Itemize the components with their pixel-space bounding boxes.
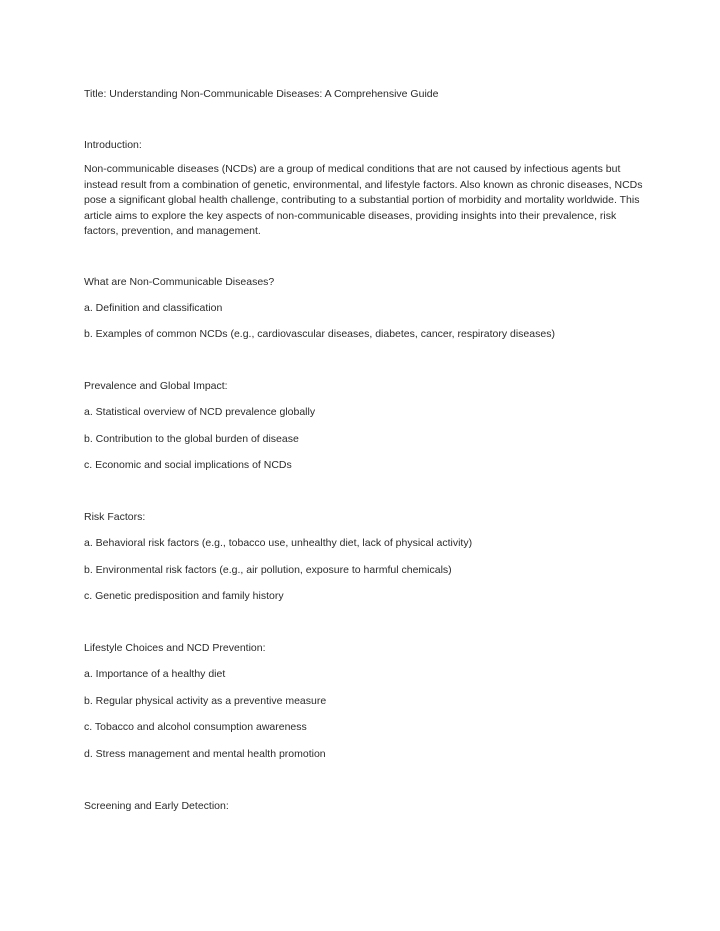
list-item: b. Regular physical activity as a preventive measure: [84, 694, 327, 707]
list-item: d. Stress management and mental health promotion: [84, 747, 326, 760]
section-heading: Risk Factors:: [84, 511, 146, 523]
section-heading: Lifestyle Choices and NCD Prevention:: [84, 642, 266, 654]
section-heading: Screening and Early Detection:: [84, 799, 229, 812]
document-body: [84, 86, 644, 824]
list-item: b. Contribution to the global burden of disease: [84, 432, 299, 445]
list-item: a. Behavioral risk factors (e.g., tobacco use, unhealthy diet, lack of physical activity): [84, 537, 473, 549]
list-item: b. Environmental risk factors (e.g., air pollution, exposure to harmful chemicals): [84, 563, 452, 576]
list-item: a. Definition and classification: [84, 301, 223, 314]
introduction-heading: Introduction:: [84, 139, 142, 151]
section-heading: Prevalence and Global Impact:: [84, 380, 228, 392]
list-item: b. Examples of common NCDs (e.g., cardiovascular diseases, diabetes, cancer, respiratory diseases): [84, 328, 555, 340]
list-item: c. Economic and social implications of NCDs: [84, 459, 292, 471]
list-item: a. Importance of a healthy diet: [84, 668, 226, 680]
section-lifestyle-prevention: [84, 640, 644, 762]
introduction-paragraph: Non-communicable diseases (NCDs) are a group of medical conditions that are not caused by infectious agents but instead result from a combination of genetic, environmental, and lifestyle factors. Also known as chronic diseases, NCDs pose a significant global health challenge, contributing to a substantial portion of morbidity and mortality worldwide. This article aims to explore the key aspects of non-communicable diseases, providing insights into their prevalence, risk factors, prevention, and management.: [84, 163, 643, 237]
list-item: c. Tobacco and alcohol consumption awareness: [84, 721, 307, 733]
list-item: a. Statistical overview of NCD prevalence globally: [84, 406, 316, 418]
section-screening: [84, 798, 644, 814]
document-title: Title: Understanding Non-Communicable Diseases: A Comprehensive Guide: [84, 88, 439, 100]
list-item: c. Genetic predisposition and family history: [84, 590, 284, 602]
section-what-are-ncds: [84, 274, 644, 343]
section-heading: What are Non-Communicable Diseases?: [84, 275, 275, 288]
section-prevalence: [84, 378, 644, 473]
section-risk-factors: [84, 509, 644, 604]
introduction-section: [84, 137, 644, 240]
